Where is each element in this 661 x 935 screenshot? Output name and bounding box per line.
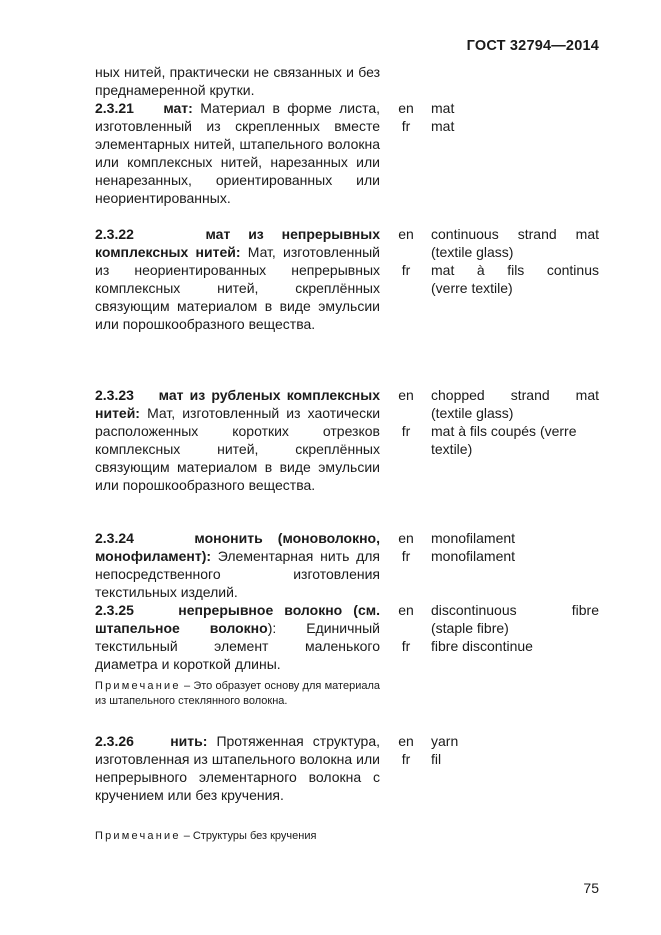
lang-code: en (398, 226, 414, 242)
lang-code: en (398, 733, 414, 749)
lang-code: fr (401, 638, 411, 654)
translation-line: monofilament (431, 530, 516, 546)
note-text: – Структуры без кручения (183, 830, 317, 842)
translation-line: fibre discontinue (431, 638, 533, 654)
translations-2-3-21 (431, 99, 599, 135)
translations-2-3-23 (431, 386, 599, 458)
translation-line: (verre textile) (431, 280, 513, 296)
lang-codes-2-3-26 (392, 732, 420, 768)
term-entry-2-3-23 (95, 386, 380, 494)
lang-code: en (398, 100, 414, 116)
term-number: 2.3.25 (95, 602, 134, 618)
lang-code: en (398, 387, 414, 403)
term-entry-2-3-25 (95, 601, 380, 673)
lang-codes-2-3-21 (392, 99, 420, 135)
term-definition: Элементарная нить для непосредственного изготовления текстильных изделий. (95, 548, 380, 600)
translation-line: mat (431, 118, 455, 134)
lang-code: fr (401, 423, 411, 439)
term-name-tail: штапельное волокно (95, 620, 268, 636)
lang-codes-2-3-25 (392, 601, 420, 655)
term-number: 2.3.21 (95, 100, 134, 116)
term-definition: Мат, изготовленный из неориентированных непрерывных комплексных нитей, скреплённых связующим материалом в виде эмульсии или порошкообразного вещества. (95, 244, 381, 332)
translation-line: continuous strand mat (431, 226, 599, 242)
term-name: мат из непрерывных комплексных нитей: (95, 226, 381, 260)
note-text: – Это образует основу для материала из штапельного стеклянного волокна. (95, 680, 380, 707)
term-number: 2.3.22 (95, 226, 134, 242)
translations-2-3-26 (431, 732, 599, 768)
translation-line: (textile glass) (431, 244, 514, 260)
translations-2-3-25 (431, 601, 599, 655)
translation-line: fil (431, 751, 442, 767)
term-number: 2.3.24 (95, 530, 134, 546)
translation-line: mat à fils coupés (verre (431, 423, 577, 439)
note-label: Примечание (95, 680, 181, 692)
term-entry-2-3-26 (95, 732, 380, 804)
term-entry-2-3-21 (95, 99, 380, 207)
term-name: мат из рубленых комплексных нитей: (95, 387, 380, 421)
term-name-extra: см. (357, 602, 380, 618)
lang-code: fr (401, 118, 411, 134)
translation-line: discontinuous fibre (431, 602, 599, 618)
term-definition: Мат, изготовленный из хаотически расположенных коротких отрезков комплексных нитей, скреплённых связующим материалом в виде эмульсии или порошкообразного вещества. (95, 405, 381, 493)
note-label: Примечание (95, 830, 181, 842)
translation-line: chopped strand mat (431, 387, 599, 403)
lang-code: fr (401, 548, 411, 564)
term-number: 2.3.23 (95, 387, 134, 403)
term-entry-2-3-24 (95, 529, 380, 601)
translations-2-3-24 (431, 529, 599, 565)
term-number: 2.3.26 (95, 733, 134, 749)
translations-2-3-22 (431, 225, 599, 297)
term-definition: Единичный текстильный элемент маленького диаметра и короткой длины. (95, 620, 381, 672)
translation-line: mat à fils continus (431, 262, 599, 278)
lang-code: en (398, 602, 414, 618)
translation-line: mat (431, 100, 455, 116)
translation-line: (staple fibre) (431, 620, 509, 636)
term-entry-2-3-22 (95, 225, 380, 333)
term-name: мат: (163, 100, 193, 116)
translation-line: (textile glass) (431, 405, 514, 421)
note-2-3-25 (95, 679, 380, 709)
note-2-3-26 (95, 829, 380, 844)
term-name-close: ): (267, 620, 277, 636)
term-definition: Протяженная структура, изготовленная из штапельного волокна или непрерывного элементарного волокна с кручением или без кручения. (95, 733, 380, 803)
term-definition: Материал в форме листа, изготовленный из скрепленных вместе элементарных нитей, штапельного волокна или комплексных нитей, нарезанных или ненарезанных, ориентированных или неориентированных. (95, 100, 380, 206)
continuation-text: ных нитей, практически не связанных и без преднамеренной крутки. (95, 64, 380, 98)
lang-codes-2-3-23 (392, 386, 420, 440)
translation-line: textile) (431, 441, 473, 457)
term-name: нить: (170, 733, 208, 749)
translation-line: yarn (431, 733, 459, 749)
lang-code: en (398, 530, 414, 546)
lang-codes-2-3-24 (392, 529, 420, 565)
lang-code: fr (401, 262, 411, 278)
lang-codes-2-3-22 (392, 225, 420, 279)
standard-header: ГОСТ 32794—2014 (466, 38, 599, 54)
translation-line: monofilament (431, 548, 516, 564)
page-number: 75 (583, 880, 599, 896)
lang-code: fr (401, 751, 411, 767)
term-name: мононить (моноволокно, монофиламент): (95, 530, 380, 564)
term-name: непрерывное волокно ( (178, 602, 358, 618)
